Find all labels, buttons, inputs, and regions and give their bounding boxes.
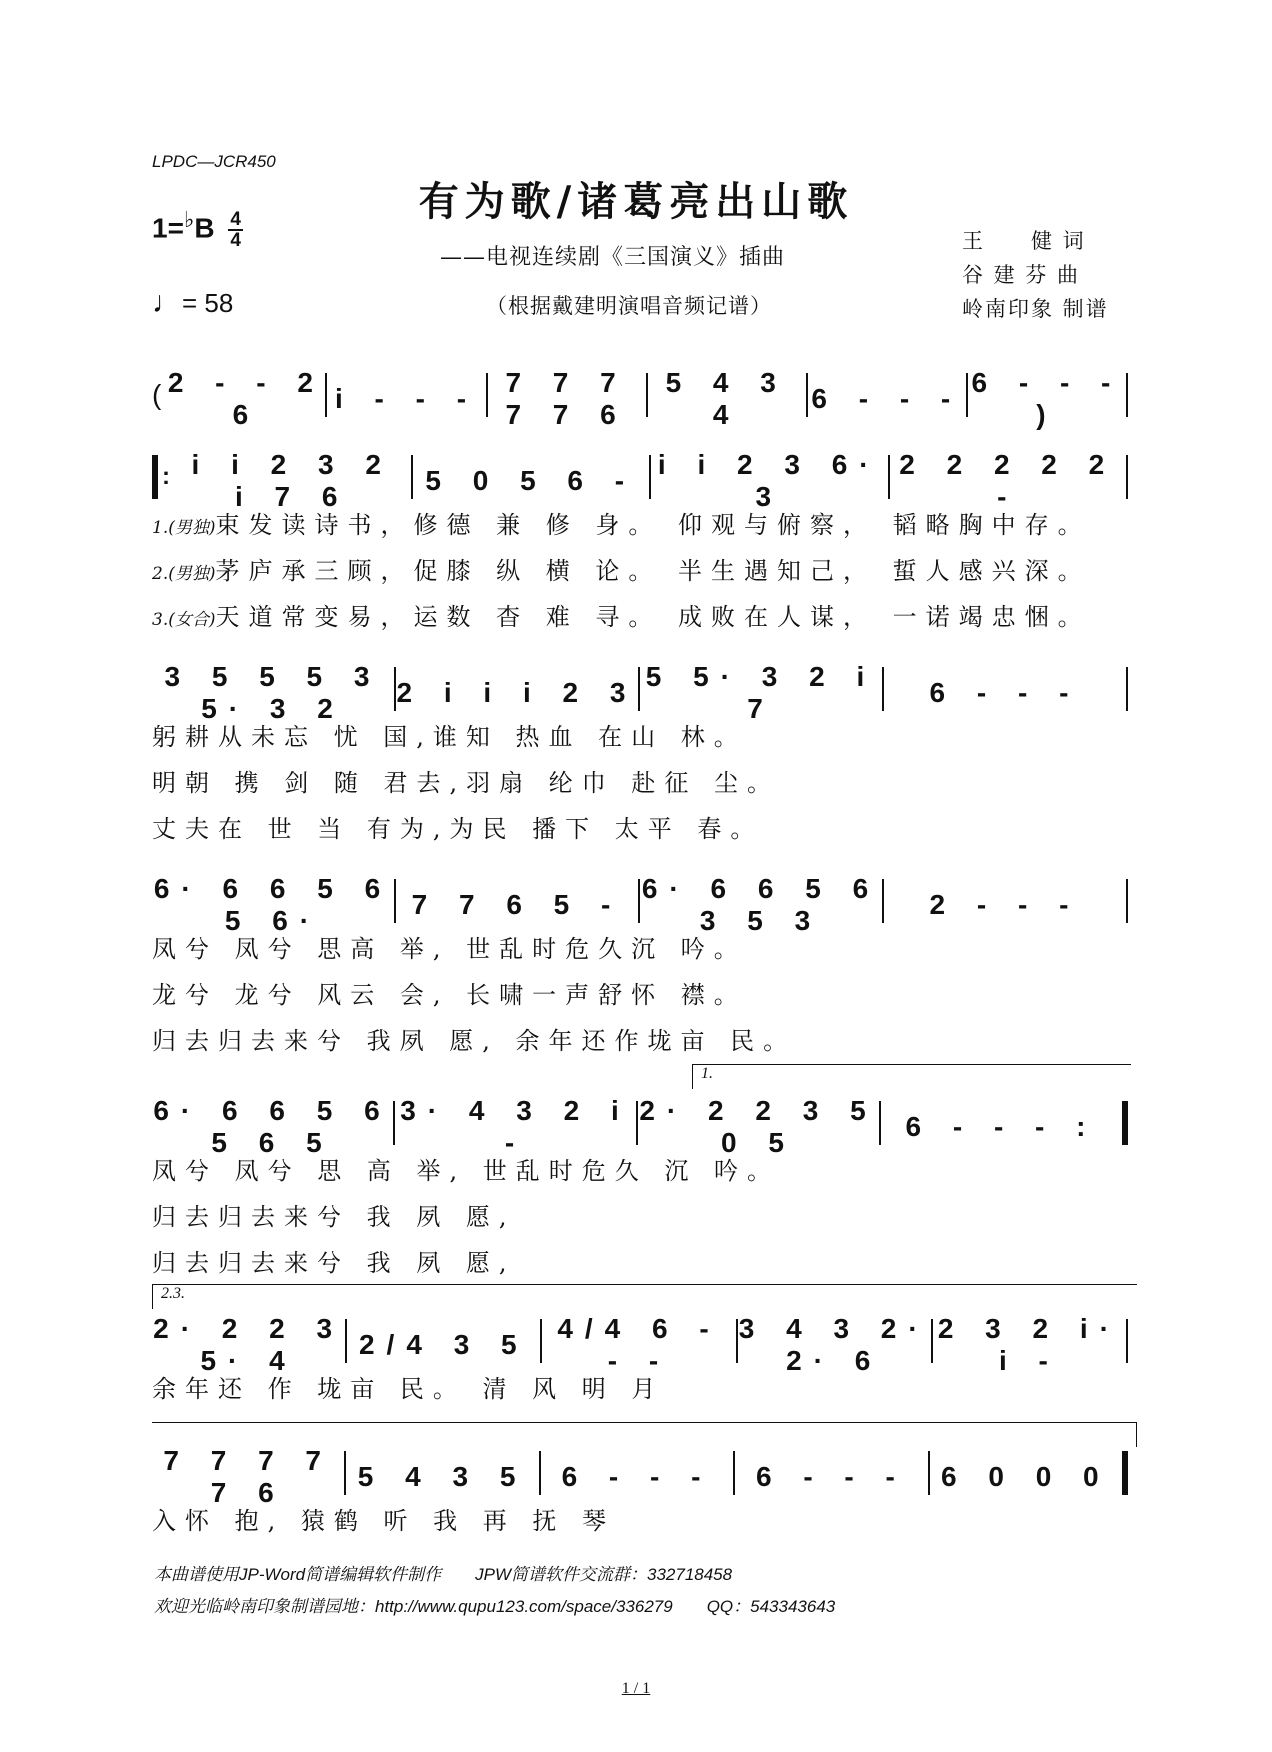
measure: i i 2 3 2 i 7 6 xyxy=(191,449,393,512)
time-denominator: 4 xyxy=(230,229,241,251)
flat-icon: ♭ xyxy=(183,207,195,232)
lyric-line: 归去归去来兮 我夙 愿, 余年还作垅亩 民。 xyxy=(152,1027,797,1055)
intro-row xyxy=(152,367,1128,430)
lyric-line: 余年还 作 垅亩 民。 清 风 明 月 xyxy=(152,1375,665,1403)
tempo-marking xyxy=(152,286,233,320)
first-ending-bracket xyxy=(692,1064,1131,1089)
time-numerator: 4 xyxy=(230,208,241,230)
row-notes xyxy=(152,661,1128,724)
key-prefix: 1= xyxy=(152,212,184,244)
row-notes xyxy=(152,1445,1128,1508)
lyric-text: 束发读诗书，修德 兼 修 身。 仰观与俯察， 韬略胸中存。 xyxy=(215,511,1091,539)
measure: 2· 2 2 3 5· 4 xyxy=(153,1313,345,1376)
measure: 2 2 2 2 2 - xyxy=(899,449,1117,512)
repeat-end-barline xyxy=(1122,1101,1128,1145)
intro-open-paren: ( xyxy=(152,379,162,410)
tempo-value: = 58 xyxy=(182,288,234,318)
measure: 3 4 3 2· 2· 6 xyxy=(738,1313,930,1376)
row-notes xyxy=(152,873,1128,936)
score-code: LPDC—JCR450 xyxy=(152,152,276,171)
key-signature xyxy=(152,207,243,250)
score-row-1 xyxy=(152,449,1128,640)
measure: 7 7 7 7 7 6 xyxy=(505,367,628,430)
volta-label: 1. xyxy=(701,1065,713,1082)
page-number-text: 1 / 1 xyxy=(621,1680,651,1697)
lyric-line: 凤兮 凤兮 思 高 举, 世乱时危久 沉 吟。 xyxy=(152,1157,781,1185)
measure: 6· 6 6 5 6 5 6· xyxy=(153,873,393,936)
measure: 5 4 3 5 xyxy=(357,1461,528,1492)
measure: i - - - xyxy=(334,383,479,414)
credits xyxy=(962,224,1109,326)
score-row-2 xyxy=(152,661,1128,852)
measure: 7 7 6 5 - xyxy=(411,889,623,920)
measure: 6 0 0 0 xyxy=(941,1461,1111,1492)
measure: 2 i i i 2 3 xyxy=(396,677,638,708)
verse-label: 3.(女合) xyxy=(152,610,216,630)
measure: 3 5 5 5 3 5· 3 2 xyxy=(164,661,382,724)
score-row-4 xyxy=(152,1095,1128,1286)
measure: 5 0 5 6 - xyxy=(425,465,637,496)
measure: 6 - - - ) xyxy=(971,367,1123,430)
song-subtitle: ——电视连续剧《三国演义》插曲 xyxy=(440,245,786,270)
measure: 6· 6 6 5 6 3 5 3 xyxy=(641,873,881,936)
lyric-text: 天道常变易，运数 杳 难 寻。 成败在人谋， 一诺竭忠悃。 xyxy=(215,603,1091,631)
score-row-3 xyxy=(152,873,1128,1064)
measure: 6 - - - xyxy=(755,1461,907,1492)
final-barline xyxy=(1122,1451,1128,1495)
barline xyxy=(1126,879,1128,923)
lyric-line xyxy=(152,548,1128,594)
row-notes: : i i 2 3 2 i 7 6 5 0 5 6 - i i 2 3 6· 3 2 2 2 2 2 - xyxy=(152,452,1128,502)
measure: 2 - - 2 6 xyxy=(167,367,325,430)
measure: 2 3 2 i· i - xyxy=(937,1313,1121,1376)
lyric-line: 入怀 抱, 猿鹤 听 我 再 抚 琴 xyxy=(152,1507,616,1535)
key-note: B xyxy=(194,212,215,244)
lyric-line: 龙兮 龙兮 风云 会, 长啸一声舒怀 襟。 xyxy=(152,981,747,1009)
page-number xyxy=(0,1680,1272,1698)
measure: 6 - - - : xyxy=(905,1111,1098,1142)
score-row-6 xyxy=(152,1445,1128,1544)
lyric-line: 躬耕从未忘 忧 国,谁知 热血 在山 林。 xyxy=(152,723,747,751)
score-row-5 xyxy=(152,1313,1128,1412)
measure: 2 - - - xyxy=(929,889,1081,920)
barline xyxy=(1126,667,1128,711)
measure: 6 - - - xyxy=(929,677,1081,708)
verse-label: 1.(男独) xyxy=(152,518,216,538)
repeat-start-barline xyxy=(152,455,158,499)
measure: 5 4 3 4 xyxy=(665,367,788,430)
row-notes xyxy=(152,1095,1128,1158)
lyric-line: 丈夫在 世 当 有为,为民 播下 太平 春。 xyxy=(152,815,764,843)
measure: 2· 2 2 3 5 0 5 xyxy=(639,1095,878,1158)
barline xyxy=(1126,455,1128,499)
lyric-line: 明朝 携 剑 随 君去,羽扇 纶巾 赴征 尘。 xyxy=(152,769,781,797)
lyric-line xyxy=(152,594,1128,640)
measure: 4/4 6 - - - xyxy=(557,1313,721,1376)
time-signature xyxy=(228,210,243,250)
transcription-note: （根据戴建明演唱音频记谱） xyxy=(486,294,772,318)
measure: 5 5· 3 2 i 7 xyxy=(645,661,877,724)
lyricist-credit: 王 健 词 xyxy=(962,229,1086,253)
measure: 2/4 3 5 xyxy=(358,1329,529,1360)
footer-website-note: 欢迎光临岭南印象制谱园地：http://www.qupu123.com/space/336279 QQ：543343643 xyxy=(154,1597,836,1616)
measure: 7 7 7 7 7 6 xyxy=(163,1445,334,1508)
lyric-line: 凤兮 凤兮 思高 举, 世乱时危久沉 吟。 xyxy=(152,935,747,963)
measure: 3· 4 3 2 i - xyxy=(400,1095,631,1158)
volta-label: 2.3. xyxy=(161,1285,185,1302)
row-notes xyxy=(152,1313,1128,1376)
barline xyxy=(1126,1319,1128,1363)
footer-software-note: 本曲谱使用JP-Word简谱编辑软件制作 JPW简谱软件交流群：332718458 xyxy=(154,1565,733,1584)
measure: 6 - - - xyxy=(811,383,963,414)
verse-label: 2.(男独) xyxy=(152,564,216,584)
lyric-line: 归去归去来兮 我 夙 愿, xyxy=(152,1249,516,1277)
engraver-credit: 岭南印象 制谱 xyxy=(962,297,1109,321)
lyric-text: 茅庐承三顾，促膝 纵 横 论。 半生遇知己， 蜇人感兴深。 xyxy=(215,557,1091,585)
song-title: 有为歌/诸葛亮出山歌 xyxy=(418,178,854,225)
measure: 6 - - - xyxy=(561,1461,713,1492)
quarter-note-icon: ♩ xyxy=(152,286,182,319)
barline xyxy=(1126,373,1128,417)
measure: 6· 6 6 5 6 5 6 5 xyxy=(153,1095,392,1158)
intro-notes xyxy=(152,367,1128,430)
composer-credit: 谷 建 芬 曲 xyxy=(962,263,1081,287)
measure: i i 2 3 6· 3 xyxy=(657,449,881,512)
lyric-line: 归去归去来兮 我 夙 愿, xyxy=(152,1203,516,1231)
